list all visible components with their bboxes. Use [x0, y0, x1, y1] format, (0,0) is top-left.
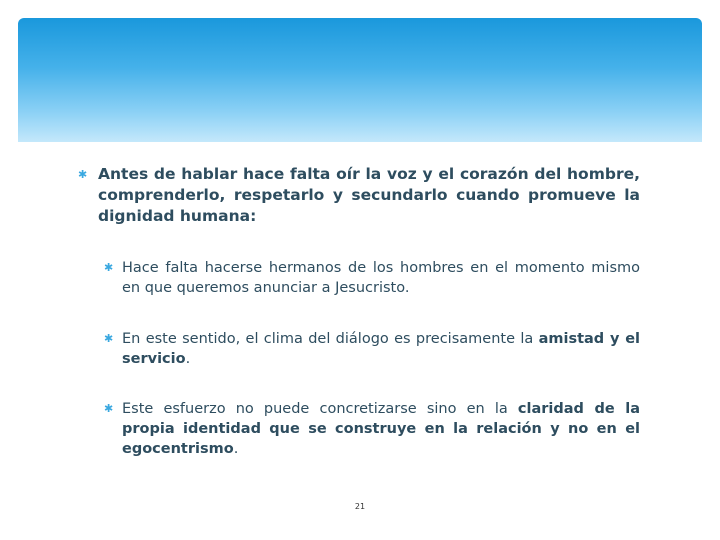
main-bullet-text: Antes de hablar hace falta oír la voz y el corazón del hombre, comprenderlo, respetarlo y secundarlo cuando promueve la dignidad humana:	[98, 165, 640, 225]
asterisk-icon: ✱	[104, 261, 114, 274]
sub-bullet-2-text	[122, 329, 640, 369]
sub-bullet-2	[104, 329, 640, 369]
asterisk-icon: ✱	[104, 402, 114, 415]
header-gradient-band	[18, 18, 702, 142]
sub-bullet-3-bold: claridad de la propia identidad que se construye en la relación y no en el egocentrismo	[122, 401, 640, 457]
sub-bullet-2-post: .	[185, 351, 191, 367]
sub-bullet-2-pre: En este sentido, el clima del diálogo es precisamente la	[122, 331, 539, 347]
sub-bullet-3	[104, 399, 640, 459]
asterisk-icon: ✱	[78, 168, 88, 181]
sub-bullet-3-text	[122, 399, 640, 459]
asterisk-icon: ✱	[104, 332, 114, 345]
sub-bullet-1-text: Hace falta hacerse hermanos de los hombres en el momento mismo en que queremos anunciar a Jesucristo.	[122, 260, 640, 296]
sub-bullet-2-bold: amistad y el servicio	[122, 331, 640, 367]
main-bullet	[78, 164, 640, 227]
sub-bullet-3-post: .	[233, 441, 239, 457]
page-number: 21	[354, 502, 366, 511]
sub-bullet-3-pre: Este esfuerzo no puede concretizarse sino en la	[122, 401, 518, 417]
sub-bullet-1	[104, 258, 640, 298]
